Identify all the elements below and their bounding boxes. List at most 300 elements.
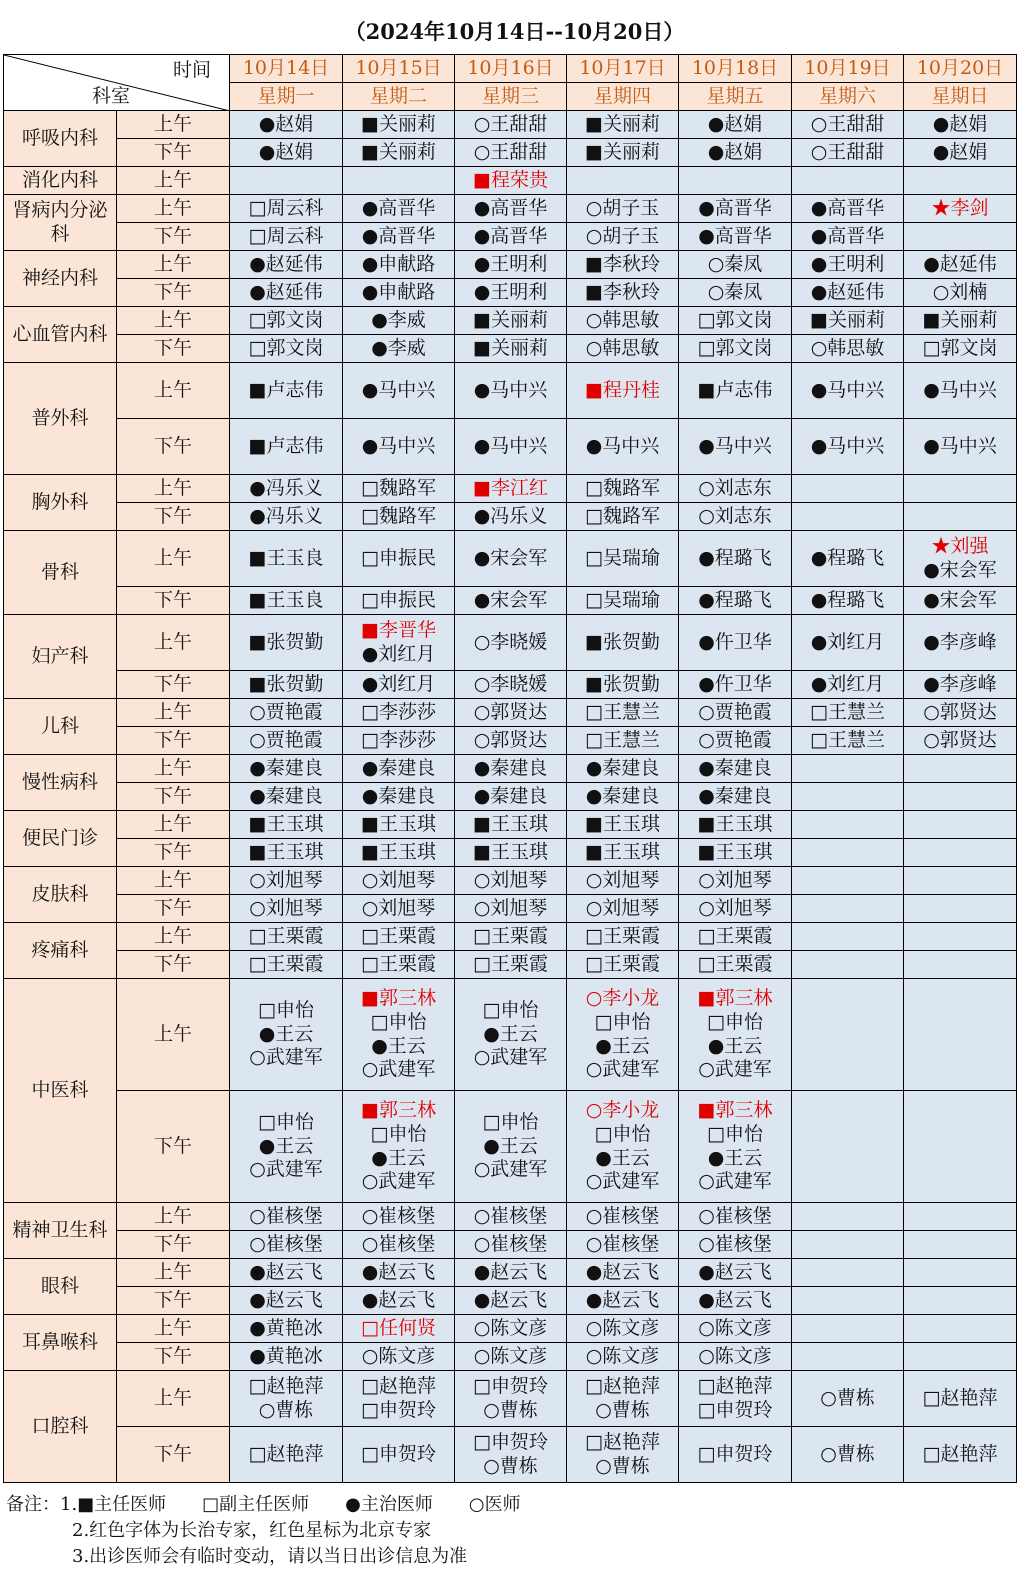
doctor-entry — [230, 197, 342, 221]
doctor-entry — [343, 1233, 454, 1257]
doctor-name: 黄艳冰 — [265, 1316, 323, 1339]
doctor-name: 赵云飞 — [265, 1260, 323, 1283]
schedule-cell — [904, 475, 1017, 503]
schedule-cell — [567, 783, 679, 811]
schedule-cell — [792, 419, 904, 475]
doctor-name: 韩思敏 — [602, 308, 660, 331]
schedule-cell — [679, 531, 792, 587]
doctor-entry — [343, 477, 454, 501]
doctor-title-marker: ● — [258, 1022, 276, 1045]
doctor-title-marker: ○ — [585, 868, 603, 891]
schedule-cell — [343, 1231, 455, 1259]
doctor-title-marker: ■ — [473, 168, 491, 191]
schedule-cell — [230, 979, 343, 1091]
schedule-cell — [904, 223, 1017, 251]
table-row — [4, 279, 1017, 307]
table-row — [4, 223, 1017, 251]
table-row — [4, 867, 1017, 895]
doctor-title-marker: ■ — [361, 1099, 379, 1121]
doctor-name: 关丽莉 — [602, 140, 660, 163]
doctor-title-marker: □ — [361, 1316, 379, 1339]
doctor-entry — [792, 729, 903, 753]
doctor-title-marker: ● — [923, 672, 940, 695]
doctor-entry — [792, 1443, 903, 1467]
schedule-cell — [343, 307, 455, 335]
doctor-name: 程璐飞 — [714, 546, 772, 569]
doctor-name: 秦建良 — [490, 784, 548, 807]
doctor-entry — [904, 253, 1016, 277]
doctor-title-marker: ○ — [698, 476, 715, 499]
doctor-name: 李威 — [387, 336, 426, 359]
doctor-name: 高晋华 — [378, 196, 436, 219]
doctor-entry — [904, 1443, 1016, 1467]
doctor-entry — [343, 1443, 454, 1467]
doctor-name: 马中兴 — [378, 378, 436, 401]
doctor-title-marker: ● — [810, 196, 828, 219]
doctor-name: 李晋华 — [378, 618, 436, 641]
doctor-title-marker: ● — [361, 434, 379, 457]
doctor-entry — [230, 897, 342, 921]
schedule-cell — [230, 195, 343, 223]
doctor-entry — [343, 643, 454, 667]
schedule-cell — [343, 811, 455, 839]
table-row — [4, 419, 1017, 475]
doctor-name: 申献路 — [378, 252, 436, 275]
schedule-cell — [343, 867, 455, 895]
doctor-title-marker: ● — [698, 672, 715, 695]
doctor-entry — [792, 113, 903, 137]
doctor-title-marker: □ — [810, 728, 828, 751]
doctor-name: 申怡 — [275, 998, 314, 1021]
doctor-title-marker: □ — [707, 1010, 725, 1033]
doctor-title-marker: ■ — [361, 618, 379, 641]
doctor-name: 李威 — [387, 308, 426, 331]
department-name: 胸外科 — [4, 475, 117, 531]
doctor-title-marker: ■ — [585, 280, 603, 303]
doctor-entry — [567, 729, 678, 753]
schedule-cell — [792, 811, 904, 839]
doctor-name: 王栗霞 — [266, 952, 324, 975]
doctor-name: 秦建良 — [265, 784, 323, 807]
schedule-cell — [679, 419, 792, 475]
doctor-title-marker: ○ — [473, 700, 491, 723]
schedule-cell — [455, 1371, 567, 1427]
doctor-entry — [567, 309, 678, 333]
doctor-title-marker: ● — [361, 1260, 379, 1283]
doctor-entry — [455, 953, 566, 977]
doctor-entry — [904, 1387, 1016, 1411]
doctor-title-marker: ● — [707, 140, 725, 163]
doctor-title-marker: ○ — [361, 896, 379, 919]
schedule-cell — [567, 1343, 679, 1371]
doctor-title-marker: ○ — [249, 728, 266, 751]
doctor-name: 王玉琪 — [715, 812, 773, 835]
schedule-cell — [567, 335, 679, 363]
schedule-cell — [679, 167, 792, 195]
doctor-entry — [567, 925, 678, 949]
schedule-cell — [567, 1231, 679, 1259]
doctor-entry — [455, 1111, 566, 1135]
schedule-cell — [455, 727, 567, 755]
doctor-entry — [679, 1035, 791, 1059]
doctor-title-marker: ● — [923, 378, 940, 401]
doctor-entry — [679, 1147, 791, 1171]
schedule-cell — [567, 811, 679, 839]
doctor-title-marker: ■ — [248, 546, 267, 569]
doctor-title-marker: ● — [249, 1316, 266, 1339]
doctor-entry — [792, 253, 903, 277]
doctor-name: 魏路军 — [378, 476, 436, 499]
schedule-cell — [343, 503, 455, 531]
doctor-entry — [455, 309, 566, 333]
date-header: 10月17日 — [567, 55, 679, 83]
doctor-entry — [679, 435, 791, 459]
doctor-name: 韩思敏 — [827, 336, 885, 359]
doctor-title-marker: ● — [361, 196, 379, 219]
doctor-name: 陈文彦 — [714, 1344, 772, 1367]
doctor-entry — [343, 1375, 454, 1399]
schedule-cell — [904, 895, 1017, 923]
doctor-name: 赵艳萍 — [378, 1374, 436, 1397]
doctor-entry — [230, 1205, 342, 1229]
doctor-entry — [455, 999, 566, 1023]
schedule-cell — [455, 1343, 567, 1371]
period-label: 上午 — [117, 867, 230, 895]
doctor-name: 刘旭琴 — [378, 868, 436, 891]
doctor-title-marker: □ — [594, 1122, 613, 1145]
schedule-cell — [679, 979, 792, 1091]
department-name: 口腔科 — [4, 1371, 117, 1483]
schedule-title: （2024年10月14日--10月20日） — [344, 19, 685, 44]
period-label: 下午 — [117, 951, 230, 979]
doctor-name: 赵艳萍 — [266, 1374, 324, 1397]
schedule-cell — [567, 111, 679, 139]
doctor-title-marker: ● — [473, 504, 491, 527]
doctor-title-marker: □ — [585, 1374, 603, 1397]
doctor-name: 王玉琪 — [490, 812, 548, 835]
doctor-entry — [230, 869, 342, 893]
doctor-entry — [343, 589, 454, 613]
doctor-title-marker: □ — [361, 1374, 379, 1397]
doctor-name: 高晋华 — [827, 196, 885, 219]
doctor-title-marker: ○ — [585, 896, 603, 919]
doctor-name: 李彦峰 — [939, 672, 997, 695]
doctor-title-marker: □ — [370, 1122, 389, 1145]
doctor-name: 程荣贵 — [490, 168, 548, 191]
doctor-title-marker: □ — [258, 998, 276, 1021]
department-name: 心血管内科 — [4, 307, 117, 363]
notes-prefix: 备注： — [6, 1494, 60, 1515]
table-row — [4, 811, 1017, 839]
doctor-name: 王玉琪 — [266, 840, 324, 863]
doctor-entry — [343, 925, 454, 949]
table-row — [4, 755, 1017, 783]
schedule-cell — [455, 867, 567, 895]
schedule-cell — [455, 755, 567, 783]
doctor-entry — [679, 477, 791, 501]
doctor-name: 郭贤达 — [490, 728, 548, 751]
schedule-cell — [904, 727, 1017, 755]
doctor-name: 高晋华 — [378, 224, 436, 247]
schedule-cell — [792, 1091, 904, 1203]
department-name: 中医科 — [4, 979, 117, 1203]
doctor-title-marker: ● — [249, 784, 266, 807]
doctor-entry — [343, 1147, 454, 1171]
schedule-cell — [455, 335, 567, 363]
doctor-entry — [792, 673, 903, 697]
doctor-entry — [679, 1261, 791, 1285]
doctor-name: 王玉良 — [266, 588, 324, 611]
doctor-title-marker: ● — [371, 336, 388, 359]
doctor-entry — [455, 589, 566, 613]
doctor-entry — [567, 477, 678, 501]
doctor-entry — [343, 547, 454, 571]
doctor-entry — [455, 379, 566, 403]
doctor-name: 申怡 — [388, 1122, 427, 1145]
doctor-title-marker: ■ — [585, 812, 603, 835]
doctor-name: 秦凤 — [724, 280, 763, 303]
doctor-name: 申怡 — [500, 1110, 539, 1133]
notes-section — [6, 1492, 521, 1570]
schedule-cell — [343, 839, 455, 867]
schedule-cell — [567, 951, 679, 979]
schedule-cell — [792, 475, 904, 503]
doctor-entry — [567, 1317, 678, 1341]
doctor-entry — [343, 785, 454, 809]
schedule-cell — [792, 1371, 904, 1427]
doctor-title-marker: ● — [810, 434, 828, 457]
schedule-cell — [679, 1287, 792, 1315]
schedule-cell — [567, 699, 679, 727]
schedule-cell — [792, 1427, 904, 1483]
doctor-title-marker: □ — [585, 588, 603, 611]
doctor-title-marker: □ — [482, 1110, 501, 1133]
doctor-name: 马中兴 — [939, 434, 997, 457]
doctor-entry — [230, 1443, 342, 1467]
schedule-cell — [792, 223, 904, 251]
schedule-cell — [567, 671, 679, 699]
doctor-title-marker: ● — [698, 1288, 715, 1311]
doctor-name: 王甜甜 — [490, 112, 548, 135]
doctor-title-marker: ○ — [249, 700, 266, 723]
doctor-title-marker: ● — [473, 224, 491, 247]
doctor-entry — [455, 1289, 566, 1313]
doctor-title-marker: ■ — [585, 840, 603, 863]
doctor-entry — [904, 281, 1016, 305]
doctor-entry — [679, 1205, 791, 1229]
doctor-name: 王甜甜 — [490, 140, 548, 163]
schedule-cell — [343, 1259, 455, 1287]
doctor-entry — [567, 897, 678, 921]
doctor-entry — [567, 757, 678, 781]
schedule-cell — [679, 671, 792, 699]
doctor-entry — [455, 505, 566, 529]
doctor-name: 马中兴 — [490, 378, 548, 401]
schedule-cell — [679, 587, 792, 615]
doctor-name: 武建军 — [490, 1158, 548, 1181]
doctor-name: 王明利 — [490, 252, 548, 275]
schedule-cell — [567, 1259, 679, 1287]
doctor-name: 仵卫华 — [714, 672, 772, 695]
schedule-cell — [230, 531, 343, 587]
doctor-name: 刘旭琴 — [265, 868, 323, 891]
schedule-cell — [455, 671, 567, 699]
doctor-entry — [904, 309, 1016, 333]
schedule-cell — [455, 363, 567, 419]
table-row — [4, 783, 1017, 811]
doctor-name: 武建军 — [378, 1058, 436, 1081]
doctor-name: 高晋华 — [827, 224, 885, 247]
doctor-title-marker: ● — [923, 434, 940, 457]
doctor-entry — [567, 1170, 678, 1194]
period-label: 下午 — [117, 1231, 230, 1259]
doctor-name: 赵娟 — [724, 140, 763, 163]
doctor-entry — [343, 1099, 454, 1123]
doctor-entry — [904, 631, 1016, 655]
period-label: 下午 — [117, 839, 230, 867]
doctor-title-marker: ● — [698, 630, 715, 653]
doctor-name: 刘旭琴 — [490, 868, 548, 891]
doctor-name: 申怡 — [388, 1010, 427, 1033]
doctor-entry — [455, 1317, 566, 1341]
doctor-name: 赵云飞 — [714, 1288, 772, 1311]
doctor-entry — [343, 729, 454, 753]
doctor-title-marker: ● — [473, 588, 491, 611]
doctor-entry — [567, 435, 678, 459]
schedule-cell — [792, 251, 904, 279]
doctor-name: 郭三林 — [715, 987, 773, 1009]
schedule-cell — [792, 671, 904, 699]
doctor-name: 卢志伟 — [266, 434, 324, 457]
schedule-cell — [567, 615, 679, 671]
doctor-title-marker: ○ — [585, 1316, 603, 1339]
doctor-name: 王玉良 — [266, 546, 324, 569]
doctor-name: 胡子玉 — [602, 196, 660, 219]
doctor-name: 贾艳霞 — [265, 700, 323, 723]
schedule-cell — [567, 531, 679, 587]
doctor-entry — [904, 729, 1016, 753]
doctor-title-marker: ○ — [473, 1158, 491, 1181]
doctor-name: 曹栋 — [611, 1454, 650, 1477]
doctor-name: 王慧兰 — [827, 728, 885, 751]
doctor-entry — [792, 631, 903, 655]
doctor-entry — [679, 1011, 791, 1035]
doctor-entry — [679, 1317, 791, 1341]
doctor-title-marker: ■ — [697, 1099, 716, 1121]
schedule-cell — [343, 727, 455, 755]
doctor-title-marker: ■ — [697, 378, 716, 401]
doctor-name: 李莎莎 — [378, 728, 436, 751]
doctor-title-marker: ★ — [931, 534, 951, 557]
schedule-cell — [343, 419, 455, 475]
doctor-name: 武建军 — [714, 1170, 772, 1193]
doctor-title-marker: □ — [697, 308, 716, 331]
doctor-title-marker: ○ — [258, 1398, 276, 1421]
doctor-name: 郭文岗 — [715, 308, 773, 331]
doctor-entry — [230, 785, 342, 809]
schedule-cell — [230, 727, 343, 755]
schedule-cell — [455, 615, 567, 671]
schedule-cell — [455, 111, 567, 139]
time-header-label: 时间 — [172, 59, 211, 81]
doctor-name: 李江红 — [490, 476, 548, 499]
doctor-entry — [230, 589, 342, 613]
table-row — [4, 363, 1017, 419]
doctor-title-marker: ○ — [361, 1344, 379, 1367]
doctor-name: 陈文彦 — [714, 1316, 772, 1339]
period-label: 下午 — [117, 503, 230, 531]
period-label: 上午 — [117, 307, 230, 335]
doctor-title-marker: □ — [361, 588, 379, 611]
doctor-name: 冯乐义 — [265, 476, 323, 499]
doctor-name: 郭三林 — [715, 1099, 773, 1121]
doctor-entry — [230, 1345, 342, 1369]
schedule-cell — [679, 1203, 792, 1231]
doctor-entry — [230, 281, 342, 305]
doctor-entry — [230, 253, 342, 277]
schedule-cell — [679, 951, 792, 979]
schedule-table — [3, 54, 1017, 1483]
doctor-title-marker: □ — [248, 924, 267, 947]
schedule-cell — [343, 139, 455, 167]
doctor-name: 宋会军 — [939, 558, 997, 581]
doctor-name: 赵云飞 — [265, 1288, 323, 1311]
doctor-entry — [230, 225, 342, 249]
doctor-title-marker: ● — [698, 434, 715, 457]
doctor-name: 曹栋 — [499, 1398, 538, 1421]
doctor-entry — [230, 1158, 342, 1182]
doctor-name: 赵娟 — [949, 140, 988, 163]
doctor-name: 赵娟 — [724, 112, 763, 135]
schedule-cell — [792, 307, 904, 335]
schedule-cell — [455, 1203, 567, 1231]
doctor-title-marker: ● — [361, 252, 379, 275]
doctor-title-marker: □ — [585, 728, 603, 751]
period-label: 下午 — [117, 1091, 230, 1203]
doctor-title-marker: ● — [810, 630, 828, 653]
doctor-entry — [679, 309, 791, 333]
doctor-name: 刘旭琴 — [265, 896, 323, 919]
doctor-title-marker: □ — [707, 1122, 725, 1145]
doctor-title-marker: □ — [585, 700, 603, 723]
doctor-entry — [455, 1046, 566, 1070]
schedule-cell — [567, 895, 679, 923]
schedule-cell — [792, 279, 904, 307]
doctor-name: 卢志伟 — [715, 378, 773, 401]
doctor-entry — [343, 141, 454, 165]
date-header: 10月18日 — [679, 55, 792, 83]
doctor-title-marker: □ — [473, 1374, 491, 1397]
schedule-cell — [567, 867, 679, 895]
doctor-entry — [230, 1135, 342, 1159]
doctor-entry — [679, 253, 791, 277]
schedule-cell — [343, 783, 455, 811]
doctor-name: 马中兴 — [714, 434, 772, 457]
doctor-entry — [343, 197, 454, 221]
schedule-cell — [567, 167, 679, 195]
doctor-entry — [230, 1399, 342, 1423]
doctor-name: 刘志东 — [714, 476, 772, 499]
schedule-cell — [343, 475, 455, 503]
doctor-title-marker: □ — [361, 728, 379, 751]
doctor-title-marker: □ — [697, 1374, 716, 1397]
doctor-title-marker: ● — [473, 252, 491, 275]
doctor-entry — [679, 841, 791, 865]
doctor-title-marker: □ — [361, 504, 379, 527]
doctor-title-marker: ● — [361, 672, 379, 695]
doctor-name: 郭文岗 — [940, 336, 998, 359]
schedule-cell — [567, 923, 679, 951]
